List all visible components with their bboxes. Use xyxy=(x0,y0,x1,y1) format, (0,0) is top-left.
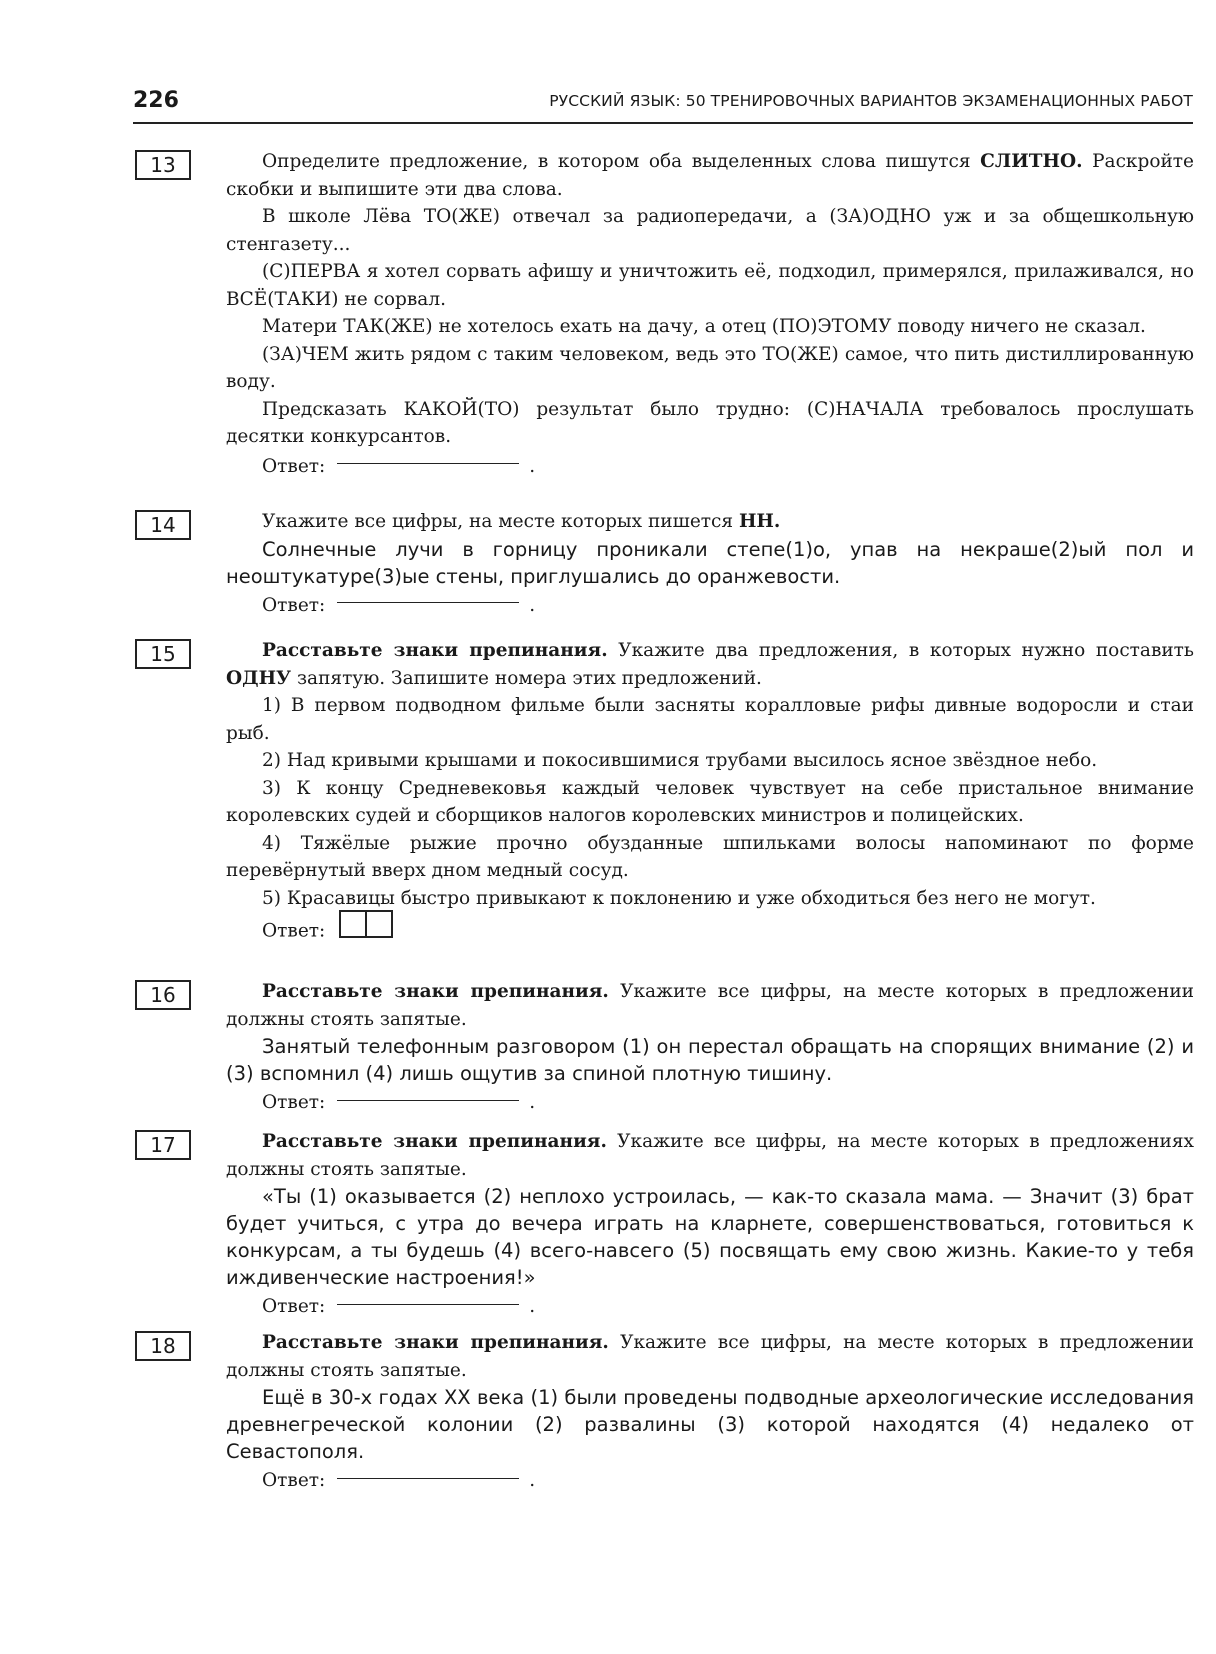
task-instruction: Расставьте знаки препинания. Укажите два предложения, в которых нужно поставить ОДНУ запятую. Запишите номера этих предложений. xyxy=(226,640,1194,689)
task-number: 18 xyxy=(135,1331,191,1361)
sentence: Матери ТАК(ЖЕ) не хотелось ехать на дачу, а отец (ПО)ЭТОМУ поводу ничего не сказал. xyxy=(262,316,1146,337)
answer-row: Ответ: . xyxy=(262,455,536,477)
sentence: Предсказать КАКОЙ(ТО) результат было трудно: (С)НАЧАЛА требовалось прослушать десятки конкурсантов. xyxy=(226,398,1194,447)
answer-boxes xyxy=(339,910,391,949)
answer-field[interactable] xyxy=(337,1478,519,1479)
answer-row: Ответ: . xyxy=(262,1470,536,1491)
answer-label: Ответ: xyxy=(262,1092,326,1113)
task-text: «Ты (1) оказывается (2) неплохо устроилась, — как-то сказала мама. — Значит (3) брат будет учиться, с утра до вечера играть на кларнете, совершенствоваться, готовиться к конкурсам, а ты будешь (4) всего-навсего (5) посвящать ему свою жизнь. Какие-то у тебя иждивенческие настроения!» xyxy=(226,1185,1194,1289)
answer-field[interactable] xyxy=(337,602,519,603)
answer-label: Ответ: xyxy=(262,455,326,477)
task-body xyxy=(226,1128,1194,1323)
task-instruction: Расставьте знаки препинания. Укажите все цифры, на месте которых в предложениях должны стоять запятые. xyxy=(226,1131,1194,1180)
page-header xyxy=(133,86,1193,124)
task-number: 14 xyxy=(135,510,191,540)
answer-row: Ответ: . xyxy=(262,1092,536,1113)
sentence: 1) В первом подводном фильме были засняты коралловые рифы дивные водоросли и стаи рыб. xyxy=(226,695,1194,744)
task-text: Ещё в 30-х годах XX века (1) были проведены подводные археологические исследования древнегреческой колонии (2) развалины (3) которой находятся (4) недалеко от Севастополя. xyxy=(226,1386,1194,1463)
task-text: Солнечные лучи в горницу проникали степе(1)о, упав на некраше(2)ый пол и неоштукатуре(3)ые стены, приглушались до оранжевости. xyxy=(226,537,1194,588)
task-text: Занятый телефонным разговором (1) он перестал обращать на спорящих внимание (2) и (3) вспомнил (4) лишь ощутив за спиной плотную тишину. xyxy=(226,1035,1194,1085)
task-body xyxy=(226,637,1194,944)
task-number: 16 xyxy=(135,980,191,1010)
answer-row: Ответ: . xyxy=(262,594,536,616)
sentence: 2) Над кривыми крышами и покосившимися трубами высилось ясное звёздное небо. xyxy=(262,750,1098,771)
answer-cell[interactable] xyxy=(365,910,393,938)
task-instruction: Определите предложение, в котором оба выделенных слова пишутся СЛИТНО. Раскройте скобки и выпишите эти два слова. xyxy=(226,151,1194,200)
running-title: РУССКИЙ ЯЗЫК: 50 ТРЕНИРОВОЧНЫХ ВАРИАНТОВ ЭКЗАМЕНАЦИОННЫХ РАБОТ xyxy=(549,92,1193,110)
page-number: 226 xyxy=(133,88,179,113)
task-body xyxy=(226,148,1194,483)
task-body xyxy=(226,508,1194,622)
sentence: (ЗА)ЧЕМ жить рядом с таким человеком, ведь это ТО(ЖЕ) самое, что пить дистиллированную воду. xyxy=(226,343,1194,392)
task-instruction: Укажите все цифры, на месте которых пишется НН. xyxy=(262,511,781,532)
answer-field[interactable] xyxy=(337,1304,519,1305)
sentence: 5) Красавицы быстро привыкают к поклонению и уже обходиться без него не могут. xyxy=(262,887,1096,909)
task-instruction: Расставьте знаки препинания. Укажите все цифры, на месте которых в предложении должны стоять запятые. xyxy=(226,1332,1194,1381)
answer-label: Ответ: xyxy=(262,920,326,942)
task-number: 17 xyxy=(135,1130,191,1160)
sentence: (С)ПЕРВА я хотел сорвать афишу и уничтожить её, подходил, примерялся, прилаживался, но ВСЁ(ТАКИ) не сорвал. xyxy=(226,261,1194,310)
answer-field[interactable] xyxy=(337,1100,519,1101)
task-number: 13 xyxy=(135,150,191,180)
answer-label: Ответ: xyxy=(262,1296,326,1317)
answer-label: Ответ: xyxy=(262,594,326,616)
answer-cell[interactable] xyxy=(339,910,367,938)
task-number: 15 xyxy=(135,639,191,669)
answer-row: Ответ: . xyxy=(262,1296,536,1317)
sentence: В школе Лёва ТО(ЖЕ) отвечал за радиопередачи, а (ЗА)ОДНО уж и за общешкольную стенгазету... xyxy=(226,206,1194,255)
task-instruction: Расставьте знаки препинания. Укажите все цифры, на месте которых в предложении должны стоять запятые. xyxy=(226,981,1194,1030)
task-body xyxy=(226,1329,1194,1497)
sentence: 3) К концу Средневековья каждый человек чувствует на себе пристальное внимание королевских судей и сборщиков налогов королевских министров и полицейских. xyxy=(226,777,1194,826)
answer-row xyxy=(226,912,1194,944)
answer-label: Ответ: xyxy=(262,1470,326,1491)
task-body xyxy=(226,978,1194,1119)
sentence: 4) Тяжёлые рыжие прочно обузданные шпильками волосы напоминают по форме перевёрнутый вверх дном медный сосуд. xyxy=(226,832,1194,881)
answer-field[interactable] xyxy=(337,463,519,464)
